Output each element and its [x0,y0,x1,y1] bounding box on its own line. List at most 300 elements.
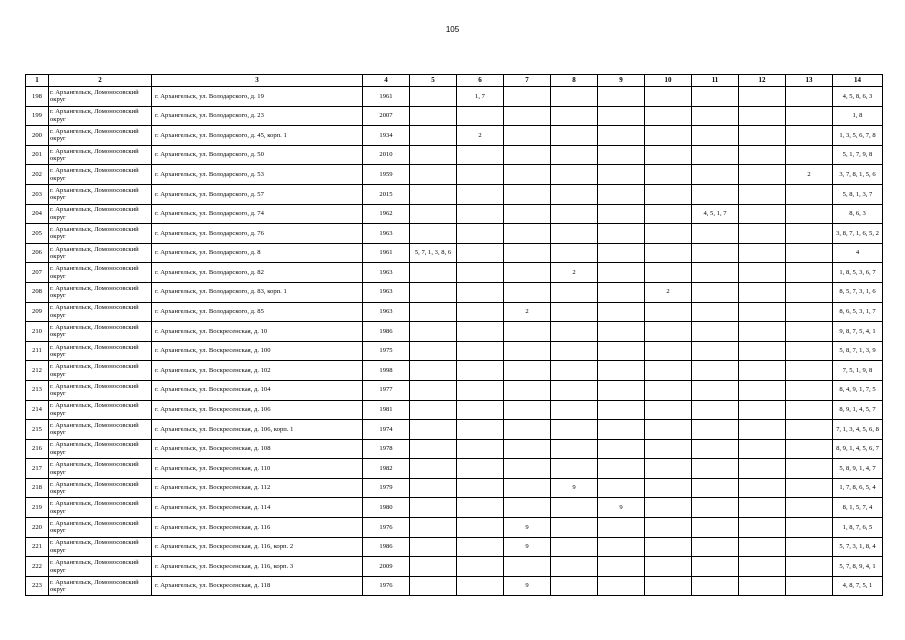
table-row [26,459,883,479]
table-cell: г. Архангельск, ул. Воскресенская, д. 116, корп. 3 [152,557,363,577]
column-header: 10 [645,75,692,87]
table-cell: г. Архангельск, Ломоносовский округ [49,243,152,263]
table-cell: 4, 8, 7, 5, 1 [833,576,883,596]
table-cell: г. Архангельск, Ломоносовский округ [49,263,152,283]
table-cell: 9 [551,478,598,498]
table-cell: 1963 [363,282,410,302]
table-cell: г. Архангельск, Ломоносовский округ [49,439,152,459]
table-cell: г. Архангельск, ул. Володарского, д. 53 [152,165,363,185]
table-cell: 1980 [363,498,410,518]
table-cell: г. Архангельск, Ломоносовский округ [49,165,152,185]
table-cell [457,537,504,557]
table-cell: 2007 [363,106,410,126]
table-cell [692,537,739,557]
table-cell: 1, 8 [833,106,883,126]
table-cell [645,204,692,224]
table-cell [786,204,833,224]
table-cell: 1979 [363,478,410,498]
table-cell: г. Архангельск, Ломоносовский округ [49,341,152,361]
table-cell [786,537,833,557]
table-cell [410,478,457,498]
table-cell [692,420,739,440]
table-cell [692,184,739,204]
table-cell: г. Архангельск, ул. Воскресенская, д. 104 [152,380,363,400]
table-cell: 4 [833,243,883,263]
table-cell [504,184,551,204]
table-cell: г. Архангельск, ул. Воскресенская, д. 106, корп. 1 [152,420,363,440]
table-cell [692,224,739,244]
table-cell [739,322,786,342]
table-cell [598,282,645,302]
column-header: 4 [363,75,410,87]
table-cell: 208 [26,282,49,302]
table-cell: 2015 [363,184,410,204]
table-cell [645,498,692,518]
table-cell [410,165,457,185]
table-cell: г. Архангельск, ул. Воскресенская, д. 106 [152,400,363,420]
table-row [26,302,883,322]
column-header: 7 [504,75,551,87]
table-cell: 1976 [363,576,410,596]
table-row [26,361,883,381]
table-cell [410,557,457,577]
table-cell [786,576,833,596]
table-cell [551,576,598,596]
table-cell [551,145,598,165]
table-row [26,322,883,342]
table-cell: 201 [26,145,49,165]
table-cell [598,537,645,557]
table-cell: 1986 [363,537,410,557]
table-cell [692,341,739,361]
table-cell: 5, 8, 1, 3, 7 [833,184,883,204]
column-header: 5 [410,75,457,87]
table-cell [786,184,833,204]
table-cell [739,302,786,322]
table-cell [598,518,645,538]
table-row [26,224,883,244]
table-cell: г. Архангельск, ул. Володарского, д. 19 [152,87,363,107]
table-cell [786,498,833,518]
table-cell [645,361,692,381]
table-cell [786,361,833,381]
table-cell: 1963 [363,224,410,244]
table-cell [645,302,692,322]
table-cell: 2 [457,126,504,146]
table-cell [410,282,457,302]
table-row [26,576,883,596]
table-cell [739,478,786,498]
table-cell: 8, 6, 5, 3, 1, 7 [833,302,883,322]
table-cell: 1, 3, 5, 6, 7, 8 [833,126,883,146]
table-cell [692,145,739,165]
table-cell: г. Архангельск, ул. Володарского, д. 74 [152,204,363,224]
table-cell [551,518,598,538]
table-cell [457,165,504,185]
table-cell [410,184,457,204]
column-header: 2 [49,75,152,87]
table-cell: г. Архангельск, Ломоносовский округ [49,498,152,518]
table-cell [598,478,645,498]
table-cell: г. Архангельск, Ломоносовский округ [49,126,152,146]
table-cell: 2 [786,165,833,185]
table-cell [410,420,457,440]
table-cell [457,322,504,342]
table-cell: 2 [504,302,551,322]
table-cell: г. Архангельск, ул. Володарского, д. 45, корп. 1 [152,126,363,146]
table-cell: 1, 7 [457,87,504,107]
table-row [26,243,883,263]
table-cell: 1986 [363,322,410,342]
table-cell [410,341,457,361]
table-cell: 1, 8, 7, 6, 5 [833,518,883,538]
table-cell [645,145,692,165]
table-cell: г. Архангельск, Ломоносовский округ [49,282,152,302]
table-cell [645,106,692,126]
table-cell: 219 [26,498,49,518]
table-cell [504,224,551,244]
table-cell: 8, 6, 3 [833,204,883,224]
table-cell [410,361,457,381]
table-cell [598,576,645,596]
table-cell: 2 [551,263,598,283]
column-header: 3 [152,75,363,87]
table-cell [739,224,786,244]
table-row [26,341,883,361]
table-row [26,263,883,283]
table-cell: 5, 7, 3, 1, 8, 4 [833,537,883,557]
table-cell: 5, 8, 7, 1, 3, 9 [833,341,883,361]
table-cell [692,282,739,302]
table-cell: 1962 [363,204,410,224]
table-cell [692,557,739,577]
column-header: 6 [457,75,504,87]
table-cell [739,145,786,165]
table-cell [457,341,504,361]
table-cell [551,420,598,440]
table-cell [598,145,645,165]
table-cell: 200 [26,126,49,146]
table-cell [739,106,786,126]
table-cell: г. Архангельск, Ломоносовский округ [49,459,152,479]
table-cell [692,459,739,479]
table-cell: 8, 1, 5, 7, 4 [833,498,883,518]
table-row [26,87,883,107]
table-cell [551,361,598,381]
table-cell [457,478,504,498]
table-cell: 1977 [363,380,410,400]
table-cell: 218 [26,478,49,498]
table-cell [457,380,504,400]
table-cell: 5, 7, 8, 9, 4, 1 [833,557,883,577]
table-cell: 1963 [363,263,410,283]
table-cell [504,361,551,381]
table-cell: 1998 [363,361,410,381]
table-cell: 2009 [363,557,410,577]
table-cell [504,204,551,224]
table-cell: г. Архангельск, Ломоносовский округ [49,478,152,498]
table-cell: 8, 9, 1, 4, 5, 7 [833,400,883,420]
table-cell: г. Архангельск, ул. Воскресенская, д. 112 [152,478,363,498]
table-cell: 207 [26,263,49,283]
table-cell [504,243,551,263]
page-number: 105 [445,25,460,34]
table-cell: г. Архангельск, Ломоносовский округ [49,557,152,577]
table-cell [457,518,504,538]
table-cell [739,400,786,420]
table-cell: 202 [26,165,49,185]
table-cell [786,224,833,244]
table-cell [598,243,645,263]
table-cell: 7, 1, 3, 4, 5, 6, 8 [833,420,883,440]
table-cell [739,184,786,204]
table-cell [739,420,786,440]
table-body [26,87,883,596]
table-cell: г. Архангельск, Ломоносовский округ [49,420,152,440]
table-cell [504,439,551,459]
table-cell [410,518,457,538]
table-cell [457,282,504,302]
table-cell: г. Архангельск, Ломоносовский округ [49,380,152,400]
table-cell [551,459,598,479]
table-cell [598,439,645,459]
table-cell [739,459,786,479]
table-cell [551,165,598,185]
table-cell: 8, 5, 7, 3, 1, 6 [833,282,883,302]
table-cell [692,87,739,107]
table-cell [598,557,645,577]
table-cell [504,478,551,498]
table-cell [739,557,786,577]
table-cell: 203 [26,184,49,204]
table-cell [504,282,551,302]
table-cell: 204 [26,204,49,224]
table-row [26,420,883,440]
table-cell: г. Архангельск, Ломоносовский округ [49,576,152,596]
table-cell: г. Архангельск, ул. Володарского, д. 76 [152,224,363,244]
table-cell: 9 [504,537,551,557]
table-cell: 8, 9, 1, 4, 5, 6, 7 [833,439,883,459]
table-cell: г. Архангельск, ул. Володарского, д. 57 [152,184,363,204]
table-cell [786,322,833,342]
table-cell [786,557,833,577]
table-cell [692,400,739,420]
table-cell [692,165,739,185]
table-row [26,204,883,224]
table-cell [410,576,457,596]
table-cell [692,322,739,342]
table-cell [645,126,692,146]
table-cell [739,204,786,224]
table-cell [739,263,786,283]
table-cell: 1961 [363,87,410,107]
table-cell [598,263,645,283]
table-cell: 199 [26,106,49,126]
table-cell: 220 [26,518,49,538]
table-cell [504,380,551,400]
table-row [26,106,883,126]
table-cell [410,439,457,459]
table-cell [739,282,786,302]
table-cell [410,87,457,107]
table-cell [410,400,457,420]
table-cell [457,361,504,381]
table-cell [410,106,457,126]
table-cell: г. Архангельск, ул. Володарского, д. 8 [152,243,363,263]
table-cell [504,459,551,479]
table-cell [598,380,645,400]
column-header: 14 [833,75,883,87]
table-cell [598,459,645,479]
table-cell: г. Архангельск, ул. Володарского, д. 50 [152,145,363,165]
table-cell [645,420,692,440]
table-cell [504,263,551,283]
table-cell: 3, 8, 7, 1, 6, 5, 2 [833,224,883,244]
table-cell [692,361,739,381]
table-cell: 3, 7, 8, 1, 5, 6 [833,165,883,185]
table-cell: 1981 [363,400,410,420]
table-cell [692,478,739,498]
table-cell: г. Архангельск, Ломоносовский округ [49,537,152,557]
table-cell [739,126,786,146]
table-cell [551,224,598,244]
table-cell [410,126,457,146]
table-cell: 1, 7, 8, 6, 5, 4 [833,478,883,498]
table-cell: 212 [26,361,49,381]
table-cell [551,302,598,322]
table-cell: г. Архангельск, ул. Воскресенская, д. 108 [152,439,363,459]
table-cell [457,243,504,263]
column-header: 9 [598,75,645,87]
table-cell: г. Архангельск, Ломоносовский округ [49,322,152,342]
table-cell [739,380,786,400]
table-cell: г. Архангельск, Ломоносовский округ [49,184,152,204]
table-cell [739,498,786,518]
table-row [26,537,883,557]
table-cell: 211 [26,341,49,361]
table-cell [457,420,504,440]
table-cell [645,341,692,361]
table-cell [457,439,504,459]
table-cell [551,282,598,302]
table-cell [645,184,692,204]
table-cell [645,400,692,420]
table-cell: г. Архангельск, Ломоносовский округ [49,518,152,538]
table-cell [457,106,504,126]
table-cell [410,145,457,165]
table-cell [645,557,692,577]
table-cell: 8, 4, 9, 1, 7, 5 [833,380,883,400]
table-cell [786,145,833,165]
table-cell: 1963 [363,302,410,322]
table-cell: 221 [26,537,49,557]
data-table [25,74,883,596]
table-cell: 1961 [363,243,410,263]
table-cell [739,361,786,381]
table-cell: г. Архангельск, Ломоносовский округ [49,400,152,420]
table-cell [786,341,833,361]
table-cell: 2010 [363,145,410,165]
table-cell: г. Архангельск, ул. Воскресенская, д. 114 [152,498,363,518]
table-cell [645,439,692,459]
table-cell [551,184,598,204]
table-cell: 9 [504,576,551,596]
table-cell [504,126,551,146]
table-cell: 4, 5, 8, 6, 3 [833,87,883,107]
table-cell [645,243,692,263]
table-cell: 217 [26,459,49,479]
table-cell [692,126,739,146]
table-cell [692,263,739,283]
table-cell: г. Архангельск, ул. Володарского, д. 83, корп. 1 [152,282,363,302]
table-cell: 9, 8, 7, 5, 4, 1 [833,322,883,342]
table-row [26,380,883,400]
table-row [26,184,883,204]
table-cell: 1976 [363,518,410,538]
table-cell: 209 [26,302,49,322]
table-cell: 1959 [363,165,410,185]
table-cell [786,87,833,107]
table-cell [457,263,504,283]
table-cell [551,322,598,342]
table-row [26,282,883,302]
table-cell: г. Архангельск, ул. Воскресенская, д. 102 [152,361,363,381]
table-cell: г. Архангельск, ул. Володарского, д. 85 [152,302,363,322]
table-cell [504,145,551,165]
table-cell [645,459,692,479]
table-cell: 206 [26,243,49,263]
table-cell: 7, 5, 1, 9, 8 [833,361,883,381]
table-cell [457,302,504,322]
table-cell: 205 [26,224,49,244]
table-cell [692,518,739,538]
table-cell [786,282,833,302]
table-cell [645,537,692,557]
table-cell: 2 [645,282,692,302]
table-row [26,400,883,420]
table-cell [551,87,598,107]
table-cell [598,224,645,244]
table-cell: 1982 [363,459,410,479]
table-cell [551,557,598,577]
table-cell [551,341,598,361]
column-header: 13 [786,75,833,87]
table-cell [739,243,786,263]
table-cell [551,204,598,224]
table-cell [551,537,598,557]
table-cell: г. Архангельск, Ломоносовский округ [49,145,152,165]
table-cell [645,263,692,283]
table-cell [551,106,598,126]
table-cell: г. Архангельск, ул. Воскресенская, д. 100 [152,341,363,361]
table-cell [551,400,598,420]
table-cell [504,557,551,577]
table-cell [786,400,833,420]
table-cell [598,420,645,440]
table-cell [645,380,692,400]
table-cell [692,302,739,322]
table-cell: г. Архангельск, ул. Воскресенская, д. 10 [152,322,363,342]
table-cell [786,518,833,538]
table-cell [504,341,551,361]
table-cell: 1934 [363,126,410,146]
table-cell [739,518,786,538]
table-cell: г. Архангельск, Ломоносовский округ [49,224,152,244]
table-cell [551,126,598,146]
table-cell [598,341,645,361]
table-cell: г. Архангельск, Ломоносовский округ [49,302,152,322]
table-row [26,518,883,538]
